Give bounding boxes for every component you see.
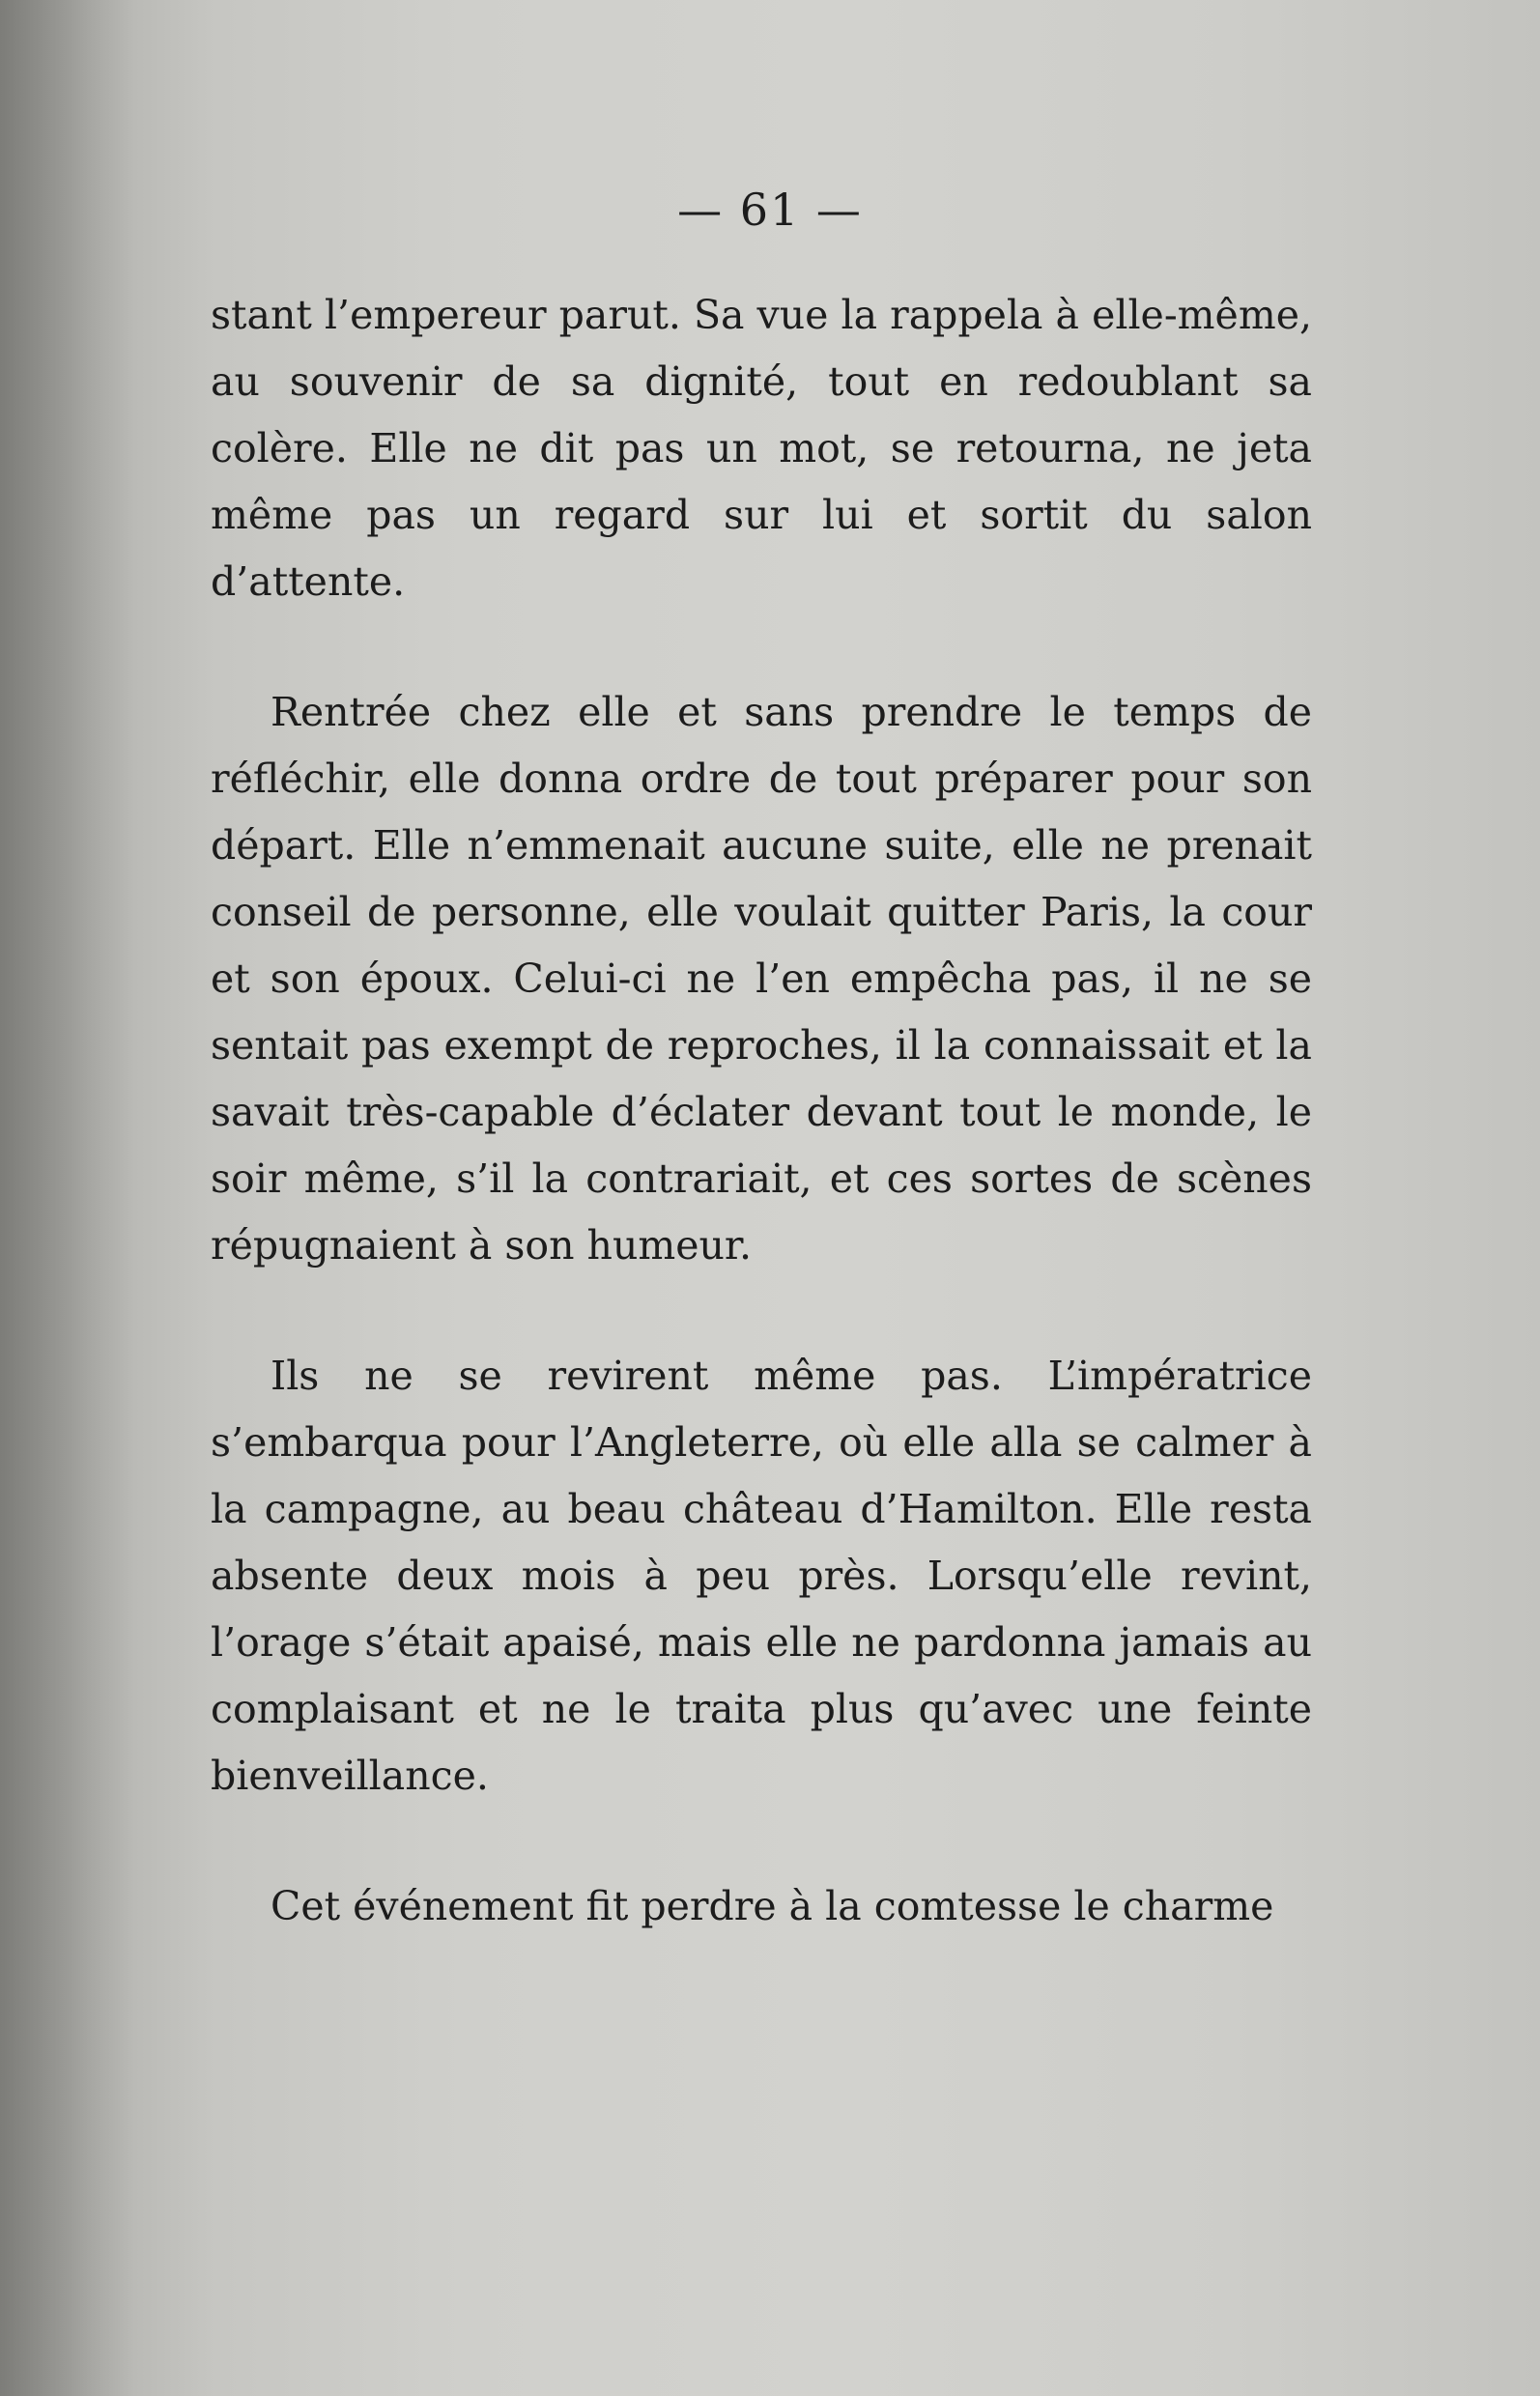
paragraph-2: Rentrée chez elle et sans prendre le temps de réfléchir, elle donna ordre de tout préparer pour son départ. Elle n’emmenait aucune suite, elle ne prenait conseil de personne, elle voulait quitter Paris, la cour et son époux. Celui-ci ne l’en empêcha pas, il ne se sentait pas exempt de reproches, il la connaissait et la savait très-capable d’éclater devant tout le monde, le soir même, s’il la contrariait, et ces sortes de scènes répugnaient à son humeur. — [211, 689, 1312, 1269]
paragraph-1: stant l’empereur parut. Sa vue la rappela à elle-même, au souvenir de sa dignité, tout en redoublant sa colère. Elle ne dit pas un mot, se retourna, ne jeta même pas un regard sur lui et sortit du salon d’attente. — [211, 292, 1312, 605]
text-block — [211, 282, 1312, 1940]
paragraph-3: Ils ne se revirent même pas. L’impératrice s’embarqua pour l’Angleterre, où elle alla se calmer à la campagne, au beau château d’Hamilton. Elle resta absente deux mois à peu près. Lorsqu’elle revint, l’orage s’était apaisé, mais elle ne pardonna jamais au complaisant et ne le traita plus qu’avec une feinte bienveillance. — [211, 1353, 1312, 1799]
paragraph-4: Cet événement fit perdre à la comtesse le charme — [271, 1883, 1274, 1929]
page-edge-shadow — [0, 0, 135, 2396]
page-number: — 61 — — [677, 184, 863, 236]
